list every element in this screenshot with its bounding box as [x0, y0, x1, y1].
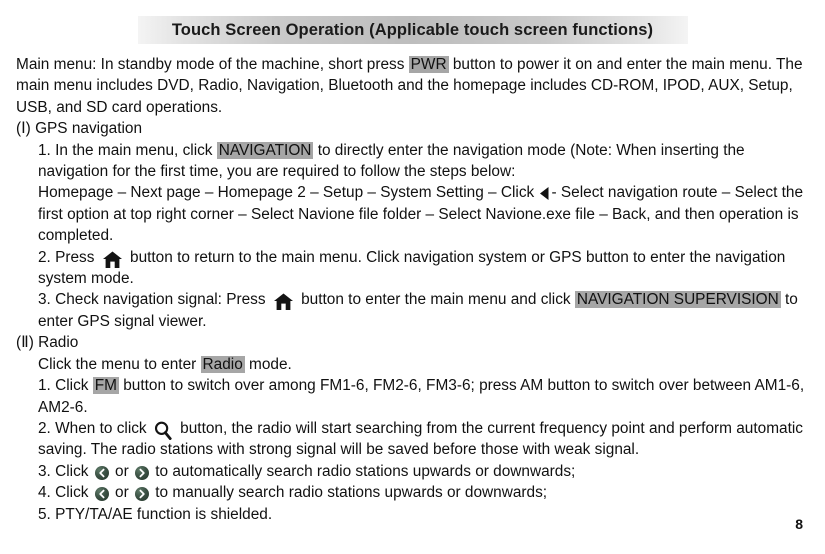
section-1-step-3: [16, 289, 809, 332]
section-2-step-1: [16, 375, 809, 418]
section-2-step-2: [16, 418, 809, 461]
manual-search-after: to manually search radio stations upwards or downwards;: [150, 484, 548, 502]
radio-highlight: Radio: [202, 355, 243, 373]
section-2-heading: (Ⅱ) Radio: [16, 334, 79, 352]
auto-search-before: 3. Click: [38, 462, 93, 480]
search-text-before: 2. When to click: [38, 419, 151, 437]
manual-search-before: 4. Click: [38, 484, 93, 502]
section-1-step-1-path: [16, 182, 809, 246]
step2-text-after: button to return to the main menu. Click navigation system or GPS button to enter the navigation system mode.: [38, 248, 786, 288]
home-icon: [274, 293, 293, 310]
page-number: 8: [795, 516, 803, 532]
section-2-step-4: [16, 482, 809, 503]
section-2-step-3: [16, 461, 809, 482]
intro-text-after-pwr: button to power it on and enter the main menu. The main menu includes DVD, Radio, Navigation, Bluetooth and the homepage includes CD-ROM, IPOD, AUX, Setup, USB, and SD card operations.: [16, 56, 803, 116]
section-2-step-5: 5. PTY/TA/AE function is shielded.: [38, 505, 273, 523]
path-text-after: - Select navigation route – Select the first option at top right corner – Select Navione file folder – Select Navione.exe file – Back, and then operation is completed.: [38, 184, 804, 245]
chevron-left-circle-icon[interactable]: [95, 466, 109, 480]
auto-search-middle: or: [110, 462, 133, 480]
navigation-highlight: NAVIGATION: [218, 141, 312, 159]
search-text-after: button, the radio will start searching from the current frequency point and perform automatic saving. The radio stations with strong signal will be saved before those with weak signal.: [38, 419, 803, 459]
page-title: Touch Screen Operation (Applicable touch screen functions): [138, 16, 688, 44]
home-icon: [103, 251, 122, 268]
fm-text-after: button to switch over among FM1-6, FM2-6, FM3-6; press AM button to switch over between AM1-6, AM2-6.: [38, 377, 805, 416]
navigation-supervision-highlight: NAVIGATION SUPERVISION: [576, 291, 779, 309]
step2-text-before: 2. Press: [38, 248, 99, 266]
pwr-highlight: PWR: [410, 56, 447, 73]
fm-highlight: FM: [94, 377, 117, 395]
radio-intro-after: mode.: [244, 355, 292, 373]
step1-text-before: 1. In the main menu, click: [38, 141, 217, 159]
chevron-left-circle-icon[interactable]: [95, 487, 109, 501]
intro-paragraph: [16, 54, 809, 118]
step3-text-before: 3. Check navigation signal: Press: [38, 291, 270, 309]
document-body: [0, 44, 825, 525]
section-1-heading: (Ⅰ) GPS navigation: [16, 120, 143, 138]
auto-search-after: to automatically search radio stations upwards or downwards;: [150, 462, 576, 480]
search-icon: [154, 421, 172, 440]
intro-text-before-pwr: Main menu: In standby mode of the machine, short press: [16, 56, 409, 73]
manual-search-middle: or: [110, 484, 133, 502]
title-banner-row: [0, 0, 825, 44]
chevron-right-circle-icon[interactable]: [135, 487, 149, 501]
step1-text-after: to directly enter the navigation mode (Note: When inserting the navigation for the first time, you are required to follow the steps below:: [38, 141, 745, 181]
section-1-step-1: [16, 140, 809, 183]
chevron-right-circle-icon[interactable]: [135, 466, 149, 480]
path-text-before: Homepage – Next page – Homepage 2 – Setup – System Setting – Click: [38, 184, 539, 202]
step3-text-middle: button to enter the main menu and click: [296, 291, 575, 309]
radio-intro-before: Click the menu to enter: [38, 355, 201, 373]
step3-text-after: to enter GPS signal viewer.: [38, 291, 798, 330]
triangle-left-icon: [540, 187, 549, 200]
fm-text-before: 1. Click: [38, 377, 93, 395]
section-2-intro: [16, 354, 809, 375]
section-1-step-2: [16, 247, 809, 290]
